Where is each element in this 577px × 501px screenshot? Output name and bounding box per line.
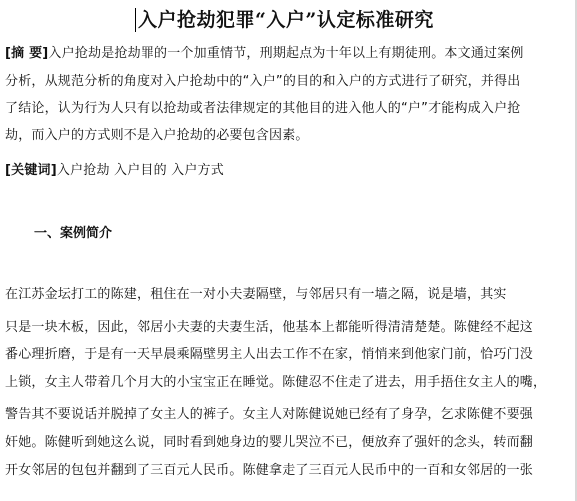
keywords-line bbox=[5, 159, 224, 178]
body-line: 开女邻居的包包并翻到了三百元人民币。陈健拿走了三百元人民币中的一百和女邻居的一张 bbox=[5, 463, 534, 478]
body-line: 警告其不要说话并脱掉了女主人的裤子。女主人对陈健说她已经有了身孕，乞求陈健不要强 bbox=[5, 407, 534, 422]
abstract-line-3: 了结论，认为行为人只有以抢劫或者法律规定的其他目的进入他人的“户”才能构成入户抢 bbox=[5, 101, 521, 116]
keywords-text: 入户抢劫 入户目的 入户方式 bbox=[56, 163, 224, 178]
text-cursor bbox=[135, 8, 136, 32]
body-line: 只是一块木板，因此，邻居小夫妻的夫妻生活，他基本上都能听得清清楚楚。陈健经不起这 bbox=[5, 320, 534, 335]
body-line: 在江苏金坛打工的陈建，租住在一对小夫妻隔壁，与邻居只有一墙之隔，说是墙，其实 bbox=[5, 287, 507, 302]
abstract-line-1: [摘 要]入户抢劫是抢劫罪的一个加重情节，刑期起点为十年以上有期徒刑。本文通过案例 bbox=[5, 46, 524, 61]
document-title: 入户抢劫犯罪“入户”认定标准研究 bbox=[138, 9, 434, 31]
abstract-line-4: 劫，而入户的方式则不是入户抢劫的必要包含因素。 bbox=[5, 128, 309, 143]
keywords-label: [关键词] bbox=[5, 163, 57, 178]
body-line: 上锁，女主人带着几个月大的小宝宝正在睡觉。陈健忍不住走了进去，用手捂住女主人的嘴， bbox=[5, 375, 547, 390]
abstract-line-2: 分析，从规范分析的角度对入户抢劫中的“入户”的目的和入户的方式进行了研究，并得出 bbox=[5, 74, 521, 89]
body-line: 番心理折磨，于是有一天早晨乘隔壁男主人出去工作不在家，悄悄来到他家门前，恰巧门没 bbox=[5, 347, 534, 362]
abstract-label: [摘 要] bbox=[5, 46, 49, 61]
section-heading: 一、案例简介 bbox=[34, 226, 113, 241]
body-line: 奸她。陈健听到她这么说，同时看到她身边的婴儿哭泣不已，便放弃了强奸的念头，转而翻 bbox=[5, 435, 534, 450]
